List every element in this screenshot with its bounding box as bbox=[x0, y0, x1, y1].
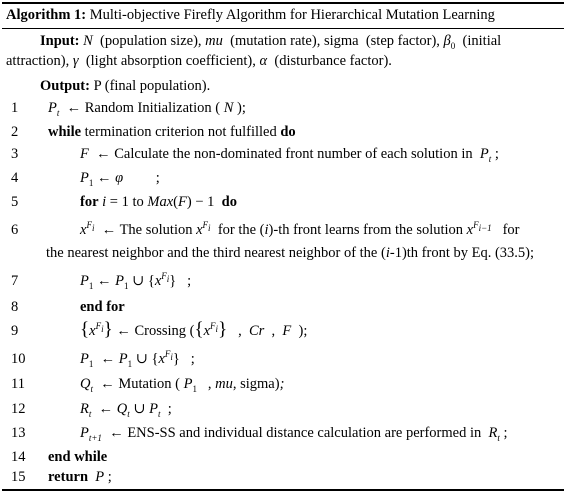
algorithm-name: Multi-objective Firefly Algorithm for Hierarchical Mutation Learning bbox=[89, 7, 495, 23]
line-number: 5 bbox=[11, 194, 19, 210]
algorithm-title bbox=[6, 7, 495, 24]
step-8: end for bbox=[80, 299, 125, 315]
top-rule bbox=[2, 2, 564, 4]
line-number: 2 bbox=[11, 124, 19, 140]
line-number: 13 bbox=[11, 425, 26, 441]
line-number: 14 bbox=[11, 449, 26, 465]
input-line-1: Input: N (population size), mu (mutation rate), sigma (step factor), $\beta_0$ (initial bbox=[40, 33, 502, 51]
algorithm-box bbox=[2, 2, 564, 491]
line-number: 11 bbox=[11, 376, 25, 392]
line-number: 6 bbox=[11, 222, 19, 238]
output-label: Output: bbox=[40, 78, 90, 94]
line-number: 8 bbox=[11, 299, 19, 315]
step-15: return P ; bbox=[48, 469, 112, 485]
step-9: $\{x^{F_i}\}$ ← Crossing ($\{x^{F_i}\}$ , Cr , F ); bbox=[80, 319, 308, 340]
line-number: 3 bbox=[11, 146, 19, 162]
step-12: $R_t$ ← $Q_t$ ∪ $P_t$ ; bbox=[80, 401, 172, 419]
step-1: $P_t$ ← Random Initialization ( N ); bbox=[48, 100, 246, 118]
step-4: $P_1$ ← φ ; bbox=[80, 170, 160, 188]
step-11: $Q_t$ ← Mutation ( $P_1$ , mu, sigma); bbox=[80, 376, 285, 394]
algorithm-number: Algorithm 1: bbox=[6, 7, 87, 23]
step-3: F ← Calculate the non-dominated front number of each solution in $P_t$ ; bbox=[80, 146, 499, 164]
line-number: 10 bbox=[11, 351, 26, 367]
line-number: 12 bbox=[11, 401, 26, 417]
step-5: for i = 1 to Max(F) − 1 do bbox=[80, 194, 237, 210]
step-6b: the nearest neighbor and the third nearest neighbor of the (i-1)th front by Eq. (33.5); bbox=[46, 245, 535, 261]
line-number: 1 bbox=[11, 100, 19, 116]
line-number: 4 bbox=[11, 170, 19, 186]
line-number: 9 bbox=[11, 323, 19, 339]
step-14: end while bbox=[48, 449, 108, 465]
title-rule bbox=[2, 28, 564, 29]
output-text: P (final population). bbox=[93, 78, 211, 94]
step-2: while termination criterion not fulfilled do bbox=[48, 124, 296, 140]
line-number: 15 bbox=[11, 469, 26, 485]
step-10: $P_1$ ← $P_1$ ∪ $\{x^{F_i}\}$ ; bbox=[80, 349, 195, 369]
line-number: 7 bbox=[11, 273, 19, 289]
step-13: $P_{t+1}$ ← ENS-SS and individual distance calculation are performed in $R_t$ ; bbox=[80, 425, 508, 443]
input-label: Input: bbox=[40, 33, 80, 49]
step-6a: $x^{F_i}$ ← The solution $x^{F_i}$ for the (i)-th front learns from the solution $x^{F_{i-1}}$ for bbox=[80, 220, 520, 238]
bottom-rule bbox=[2, 489, 564, 491]
step-7: $P_1$ ← $P_1$ ∪ $\{x^{F_i}\}$ ; bbox=[80, 271, 192, 291]
input-line-2: attraction), γ (light absorption coefficient), α (disturbance factor). bbox=[6, 53, 392, 69]
output-line bbox=[40, 77, 210, 95]
